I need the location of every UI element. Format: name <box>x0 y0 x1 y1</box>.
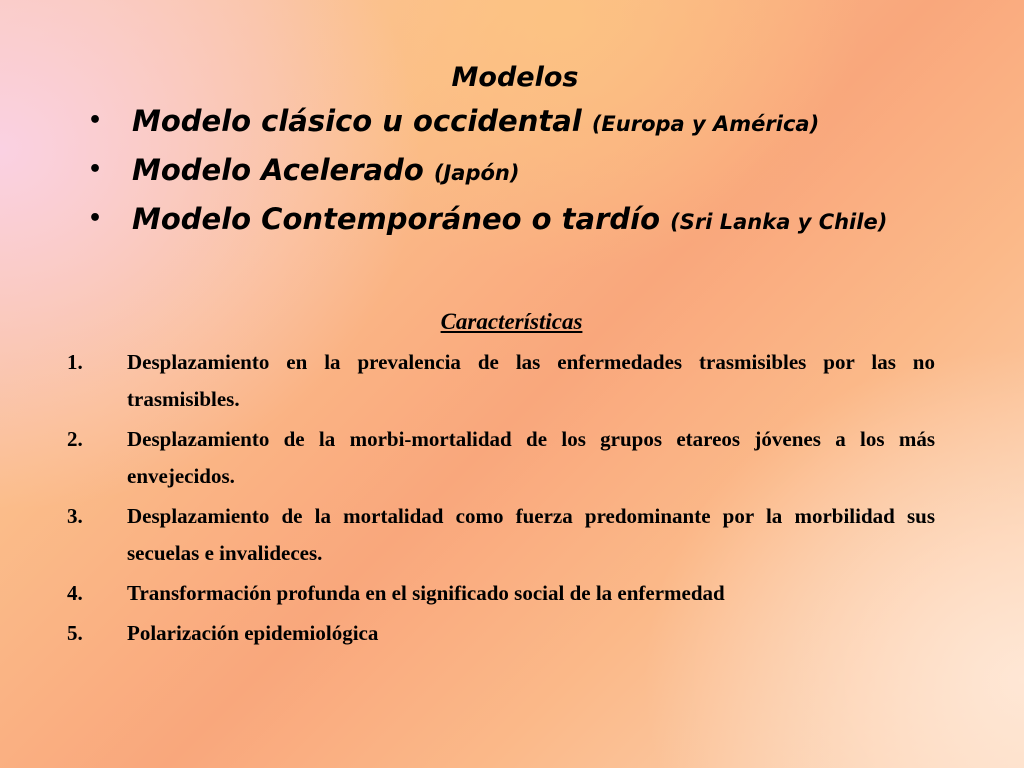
bullet-icon: • <box>88 157 103 182</box>
characteristic-item <box>60 575 935 612</box>
item-number: 3. <box>67 504 83 528</box>
models-section <box>0 58 1024 245</box>
item-text: Desplazamiento en la prevalencia de las enfermedades trasmisibles por las no trasmisibles. <box>127 350 935 411</box>
item-text: Desplazamiento de la morbi-mortalidad de los grupos etareos jóvenes a los más envejecidos. <box>127 427 935 488</box>
characteristics-section <box>60 306 935 655</box>
models-list <box>0 98 1024 245</box>
item-number: 2. <box>67 427 83 451</box>
model-item-accelerated <box>0 147 1024 196</box>
item-number: 1. <box>67 350 83 374</box>
item-text: Transformación profunda en el significado social de la enfermedad <box>127 581 725 605</box>
characteristic-item <box>60 344 935 418</box>
model-name: Modelo Contemporáneo o tardío <box>132 202 661 236</box>
item-text: Desplazamiento de la mortalidad como fuerza predominante por la morbilidad sus secuelas e invalideces. <box>127 504 935 565</box>
model-name: Modelo clásico u occidental <box>132 104 582 138</box>
model-region: (Sri Lanka y Chile) <box>670 210 888 234</box>
characteristics-title: Características <box>440 309 583 334</box>
model-item-classic <box>0 98 1024 147</box>
characteristic-item <box>60 615 935 652</box>
characteristics-list <box>60 344 935 652</box>
model-region: (Japón) <box>433 161 520 185</box>
item-number: 5. <box>67 621 83 645</box>
item-number: 4. <box>67 581 83 605</box>
model-item-contemporary <box>0 196 1024 245</box>
model-name: Modelo Acelerado <box>132 153 424 187</box>
bullet-icon: • <box>88 206 103 231</box>
characteristic-item <box>60 421 935 495</box>
bullet-icon: • <box>88 108 103 133</box>
item-text: Polarización epidemiológica <box>127 621 379 645</box>
model-region: (Europa y América) <box>591 112 820 136</box>
characteristic-item <box>60 498 935 572</box>
models-title: Modelos <box>451 62 579 93</box>
